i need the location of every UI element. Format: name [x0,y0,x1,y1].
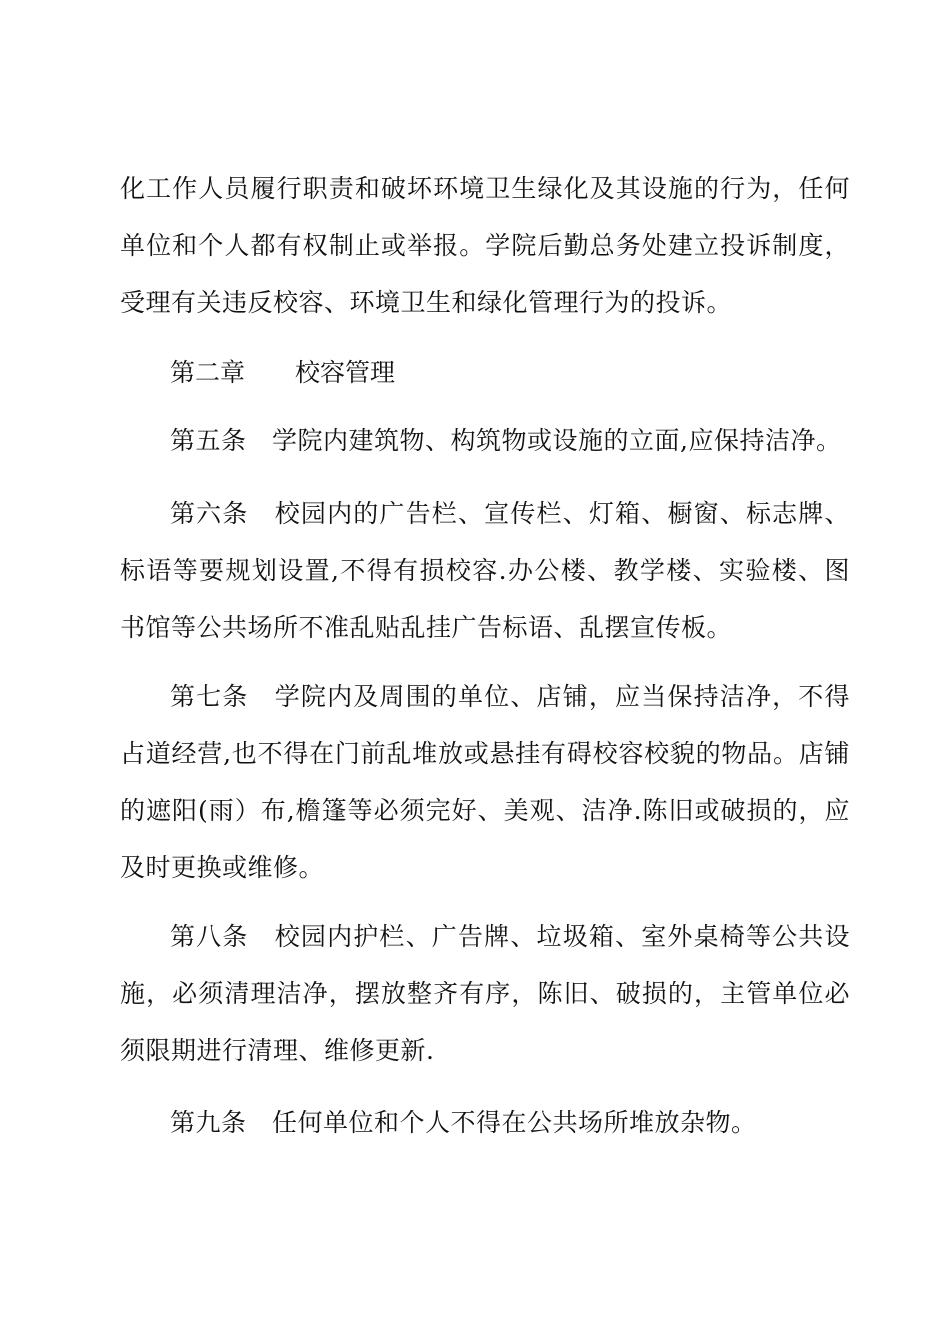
article-5: 第五条 学院内建筑物、构筑物或设施的立面,应保持洁净。 [170,426,842,455]
article-6: 第六条 校园内的广告栏、宣传栏、灯箱、橱窗、标志牌、标语等要规划设置,不得有损校容.办公楼、教学楼、实验楼、图书馆等公共场所不准乱贴乱挂广告标语、乱摆宣传板。 [120,499,850,642]
continuation-paragraph: 化工作人员履行职责和破坏环境卫生绿化及其设施的行为，任何单位和个人都有权制止或举报。学院后勤总务处建立投诉制度，受理有关违反校容、环境卫生和绿化管理行为的投诉。 [120,174,850,317]
chapter-heading: 第二章 校容管理 [170,358,396,387]
article-9: 第九条 任何单位和个人不得在公共场所堆放杂物。 [170,1108,757,1137]
article-8: 第八条 校园内护栏、广告牌、垃圾箱、室外桌椅等公共设施，必须清理洁净，摆放整齐有序，陈旧、破损的，主管单位必须限期进行清理、维修更新. [120,922,850,1065]
article-7: 第七条 学院内及周围的单位、店铺，应当保持洁净，不得占道经营,也不得在门前乱堆放或悬挂有碍校容校貌的物品。店铺的遮阳(雨）布,檐篷等必须完好、美观、洁净.陈旧或破损的，应及时更换或维修。 [120,682,850,882]
